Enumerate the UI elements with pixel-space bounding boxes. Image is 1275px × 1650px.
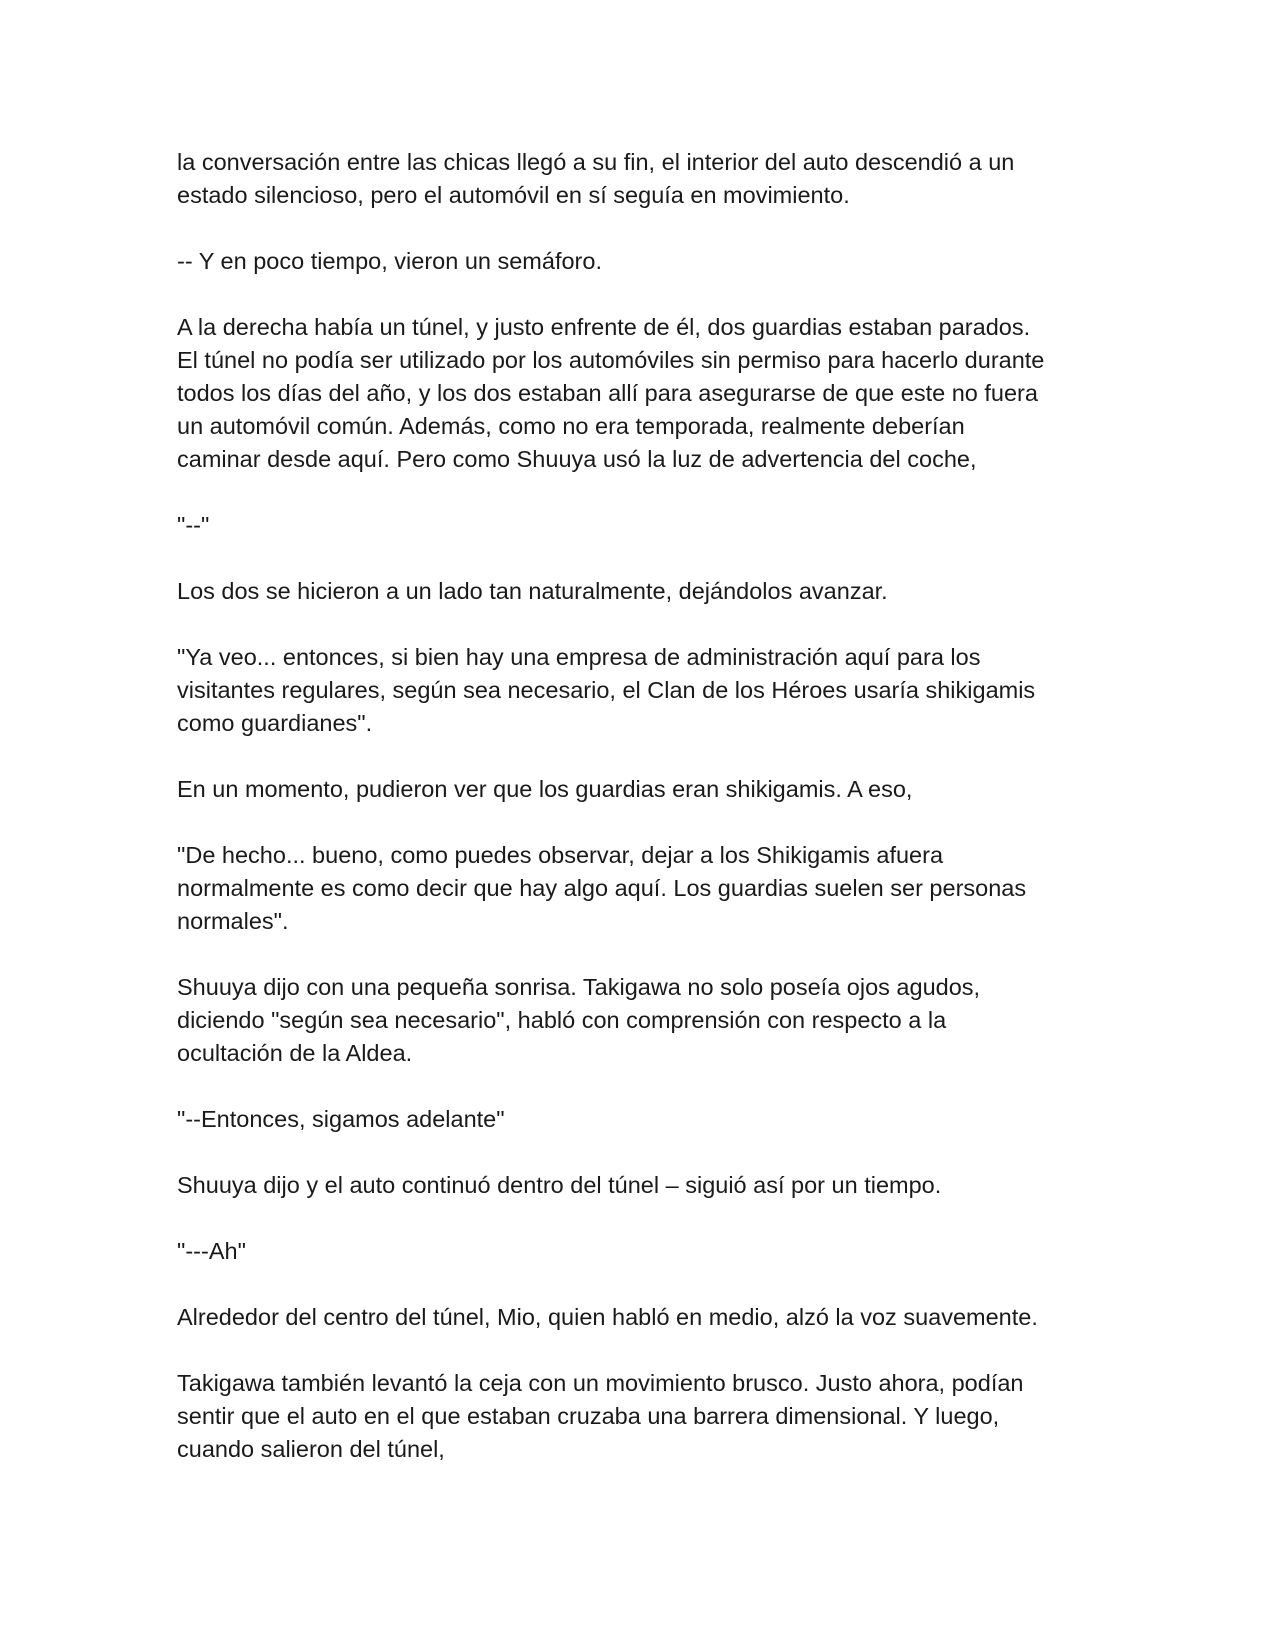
paragraph	[177, 971, 1112, 1070]
text-line: cuando salieron del túnel,	[177, 1436, 445, 1462]
text-line: como guardianes".	[177, 710, 373, 736]
text-line: "--Entonces, sigamos adelante"	[177, 1106, 505, 1132]
text-line: visitantes regulares, según sea necesario, el Clan de los Héroes usaría shikigamis	[177, 677, 1036, 703]
text-line: "De hecho... bueno, como puedes observar, dejar a los Shikigamis afuera	[177, 842, 944, 868]
paragraph	[177, 1169, 1112, 1202]
text-line: estado silencioso, pero el automóvil en sí seguía en movimiento.	[177, 182, 850, 208]
paragraph	[177, 146, 1112, 212]
paragraph	[177, 575, 1112, 608]
text-line: Alrededor del centro del túnel, Mio, quien habló en medio, alzó la voz suavemente.	[177, 1304, 1038, 1330]
text-line: Shuuya dijo y el auto continuó dentro del túnel – siguió así por un tiempo.	[177, 1172, 942, 1198]
paragraph	[177, 509, 1112, 542]
paragraph	[177, 1301, 1112, 1334]
paragraph	[177, 1235, 1112, 1268]
text-line: un automóvil común. Además, como no era temporada, realmente deberían	[177, 413, 965, 439]
text-line: Shuuya dijo con una pequeña sonrisa. Takigawa no solo poseía ojos agudos,	[177, 974, 981, 1000]
text-line: -- Y en poco tiempo, vieron un semáforo.	[177, 248, 602, 274]
text-line: diciendo "según sea necesario", habló con comprensión con respecto a la	[177, 1007, 947, 1033]
paragraph	[177, 641, 1112, 740]
text-line: Takigawa también levantó la ceja con un movimiento brusco. Justo ahora, podían	[177, 1370, 1024, 1396]
text-line: normalmente es como decir que hay algo aquí. Los guardias suelen ser personas	[177, 875, 1027, 901]
paragraph	[177, 1103, 1112, 1136]
text-line: En un momento, pudieron ver que los guardias eran shikigamis. A eso,	[177, 776, 913, 802]
text-line: todos los días del año, y los dos estaban allí para asegurarse de que este no fuera	[177, 380, 1038, 406]
paragraph	[177, 839, 1112, 938]
text-line: "--"	[177, 512, 210, 538]
text-line: ocultación de la Aldea.	[177, 1040, 413, 1066]
text-line: sentir que el auto en el que estaban cruzaba una barrera dimensional. Y luego,	[177, 1403, 1000, 1429]
text-line: caminar desde aquí. Pero como Shuuya usó la luz de advertencia del coche,	[177, 446, 977, 472]
document-body	[177, 146, 1112, 1499]
paragraph	[177, 1367, 1112, 1466]
text-line: la conversación entre las chicas llegó a su fin, el interior del auto descendió a un	[177, 149, 1015, 175]
paragraph	[177, 311, 1112, 476]
text-line: El túnel no podía ser utilizado por los automóviles sin permiso para hacerlo durante	[177, 347, 1045, 373]
text-line: Los dos se hicieron a un lado tan naturalmente, dejándolos avanzar.	[177, 578, 888, 604]
text-line: A la derecha había un túnel, y justo enfrente de él, dos guardias estaban parados.	[177, 314, 1031, 340]
paragraph	[177, 245, 1112, 278]
text-line: normales".	[177, 908, 289, 934]
paragraph	[177, 773, 1112, 806]
text-line: "---Ah"	[177, 1238, 246, 1264]
text-line: "Ya veo... entonces, si bien hay una empresa de administración aquí para los	[177, 644, 981, 670]
